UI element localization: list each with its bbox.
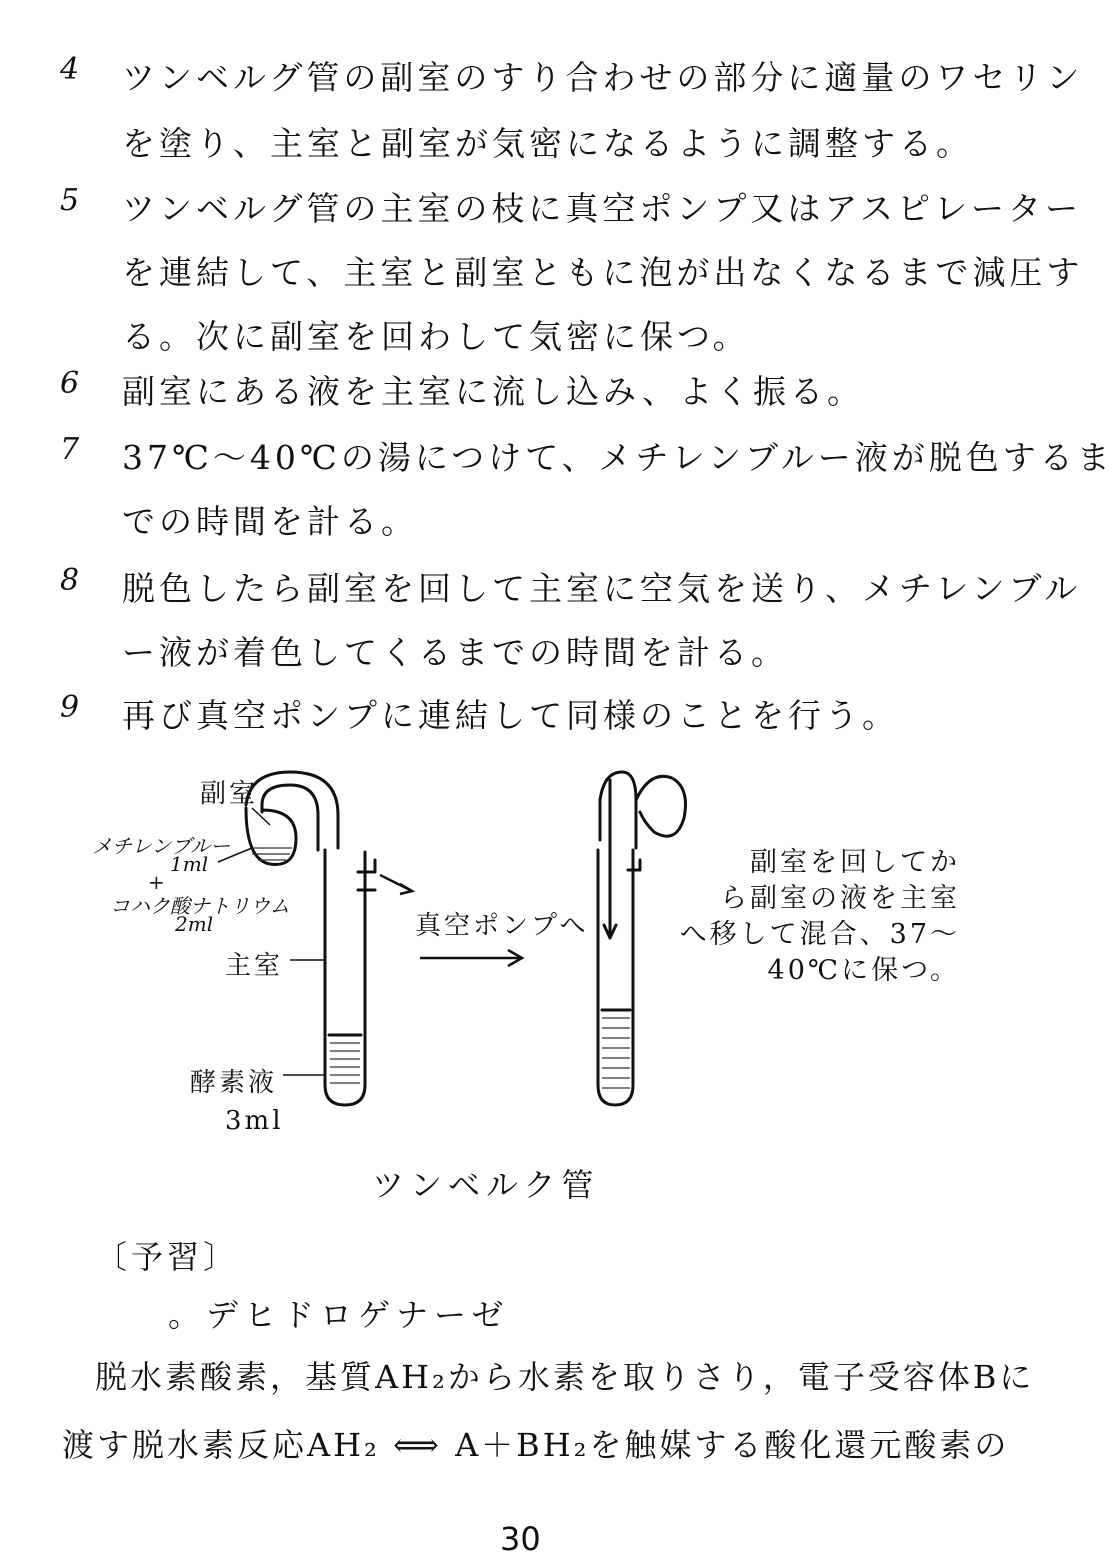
step-number: 5 xyxy=(60,183,80,218)
right-main-tube xyxy=(598,850,633,1105)
term-heading: 。デヒドロゲナーゼ xyxy=(168,1296,510,1334)
label-vacuum-pump: 真空ポンプへ xyxy=(415,911,589,941)
step-line: 副室にある液を主室に流し込み、よく振る。 xyxy=(122,372,864,411)
section-title: 〔予習〕 xyxy=(95,1238,240,1276)
step-line: を塗り、主室と副室が気密になるように調整する。 xyxy=(122,124,973,163)
step-number: 6 xyxy=(60,366,80,401)
paragraph-line: 脱水素酸素，基質AH₂から水素を取りさり，電子受容体Bに xyxy=(95,1358,1035,1396)
step-line: ー液が着色してくるまでの時間を計る。 xyxy=(122,633,788,672)
step-number: 4 xyxy=(60,52,80,87)
step-line: ツンベルグ管の副室のすり合わせの部分に適量のワセリン xyxy=(122,58,1084,97)
note-line: へ移して混合、37～ xyxy=(679,919,960,950)
label-sodium-succinate: コハク酸ナトリウム xyxy=(110,894,290,918)
right-cap-arm xyxy=(600,772,636,848)
label-methylene-blue: メチレンブルー xyxy=(92,834,231,858)
note-line: 副室を回してか xyxy=(750,847,960,878)
label-plus: + xyxy=(148,870,165,894)
step-line: 再び真空ポンプに連結して同様のことを行う。 xyxy=(122,696,899,735)
step-line: ツンベルグ管の主室の枝に真空ポンプ又はアスピレーター xyxy=(122,189,1083,228)
step-number: 8 xyxy=(60,563,80,598)
label-enzyme-solution: 酵素液 xyxy=(190,1068,278,1098)
step-line: る。次に副室を回わして気密に保つ。 xyxy=(122,317,750,356)
step-line: 37℃～40℃の湯につけて、メチレンブルー液が脱色するま xyxy=(122,438,1114,477)
diagram-note xyxy=(640,845,960,989)
label-main-chamber: 主室 xyxy=(225,951,284,981)
left-cap-arm-inner xyxy=(246,772,338,848)
note-line: 40℃に保つ。 xyxy=(767,955,960,986)
step-number: 7 xyxy=(60,432,80,467)
label-sub-chamber: 副室 xyxy=(200,779,259,809)
left-sub-chamber-bulb xyxy=(246,808,296,864)
label-succinate-volume: 2ml xyxy=(175,912,214,936)
step-line: を連結して、主室と副室ともに泡が出なくなるまで減圧す xyxy=(122,253,1084,292)
step-line: での時間を計る。 xyxy=(122,502,418,541)
step-line: 脱色したら副室を回して主室に空気を送り、メチレンブル xyxy=(122,569,1082,608)
note-line: ら副室の液を主室 xyxy=(720,883,960,914)
label-enzyme-volume: 3ml xyxy=(225,1106,284,1136)
paragraph-line: 渡す脱水素反応AH₂ ⟺ A＋BH₂を触媒する酸化還元酸素の xyxy=(62,1426,1010,1464)
label-methylene-volume: 1ml xyxy=(170,852,209,876)
page-number: 30 xyxy=(500,1520,541,1558)
right-sub-chamber-bulb xyxy=(636,776,686,836)
step-number: 9 xyxy=(60,690,80,725)
figure-caption: ツンベルク管 xyxy=(372,1166,600,1204)
